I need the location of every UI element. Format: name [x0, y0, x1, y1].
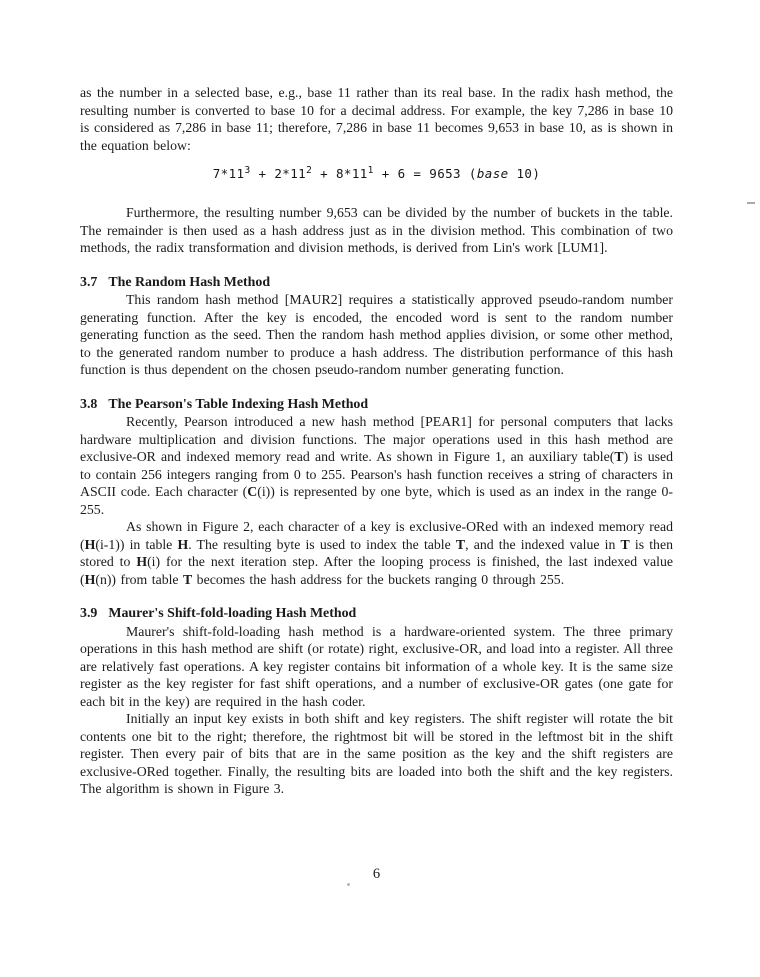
section-heading-3-7 — [80, 274, 673, 292]
paragraph-maurer-intro: Maurer's shift-fold-loading hash method is a hardware-oriented system. The three primary operations in this hash method are shift (or rotate) right, exclusive-OR, and load into a register. All three are relatively fast operations. A key register contains bit information of a whole key. It is the same size register as the key register for fast shift operations, and a number of exclusive-OR gates (one gate for each bit in the key) are required in the hash coder. — [80, 623, 673, 709]
paragraph-pearson-figure2: As shown in Figure 2, each character of a key is exclusive-ORed with an indexed memory read (H(i-1)) in table H. The resulting byte is used to index the table T, and the indexed value in T is then stored to H(i) for the next iteration step. After the looping process is finished, the last indexed value (H(n)) from table T becomes the hash address for the buckets ranging 0 through 255. — [80, 519, 673, 587]
section-number: 3.7 — [80, 274, 98, 290]
section-title: The Random Hash Method — [108, 274, 271, 290]
scan-artifact-dot — [347, 883, 350, 886]
paragraph-random-hash-method: This random hash method [MAUR2] requires a statistically approved pseudo-random number generating function. After the key is encoded, the encoded word is sent to the random number generating function as the seed. Then the random hash method applies division, or some other method, to the generated random number to produce a hash address. The distribution performance of this hash function is thus dependent on the chosen pseudo-random number generating function. — [80, 292, 673, 377]
section-heading-3-8 — [80, 396, 673, 414]
section-number: 3.8 — [80, 396, 98, 412]
page-footer — [80, 866, 673, 883]
paragraph-radix-continuation: as the number in a selected base, e.g., base 11 rather than its real base. In the radix hash method, the resulting number is converted to base 10 for a decimal address. For example, the key 7,286 in base 10 is considered as 7,286 in base 11; therefore, 7,286 in base 11 becomes 9,653 in base 10, as is shown in the equation below: — [80, 85, 673, 153]
paragraph-pearson-intro: Recently, Pearson introduced a new hash method [PEAR1] for personal computers that lacks hardware multiplication and division functions. The major operations used in this hash method are exclusive-OR and indexed memory read and write. As shown in Figure 1, an auxiliary table(T) is used to contain 256 integers ranging from 0 to 255. Pearson's hash function receives a string of characters in ASCII code. Each character (C(i)) is represented by one byte, which is used as an index in the range 0-255. — [80, 414, 674, 517]
scan-artifact-dash — [747, 202, 755, 204]
section-title: Maurer's Shift-fold-loading Hash Method — [108, 606, 357, 621]
paragraph-radix-division: Furthermore, the resulting number 9,653 can be divided by the number of buckets in the table. The remainder is then used as a hash address just as in the division method. This combination of two methods, the radix transformation and division methods, is derived from Lin's work [LUM1]. — [80, 205, 673, 255]
page-number: 6 — [372, 866, 381, 882]
text-column — [80, 84, 673, 798]
section-heading-3-9 — [80, 605, 673, 623]
paragraph-maurer-algorithm: Initially an input key exists in both shift and key registers. The shift register will rotate the bit contents one bit to the right; therefore, the rightmost bit will be stored in the leftmost bit in the shift register. Then every pair of bits that are in the same position as the key and the shift registers are exclusive-ORed together. Finally, the resulting bits are loaded into both the shift and the key registers. The algorithm is shown in Figure 3. — [80, 711, 673, 796]
section-title: The Pearson's Table Indexing Hash Method — [108, 396, 369, 412]
equation-radix-base-conversion: $7*11^3 + 2*11^2 + 8*11^1 + 6 = 9653$ (base 10) — [212, 164, 541, 181]
section-number: 3.9 — [80, 606, 98, 621]
